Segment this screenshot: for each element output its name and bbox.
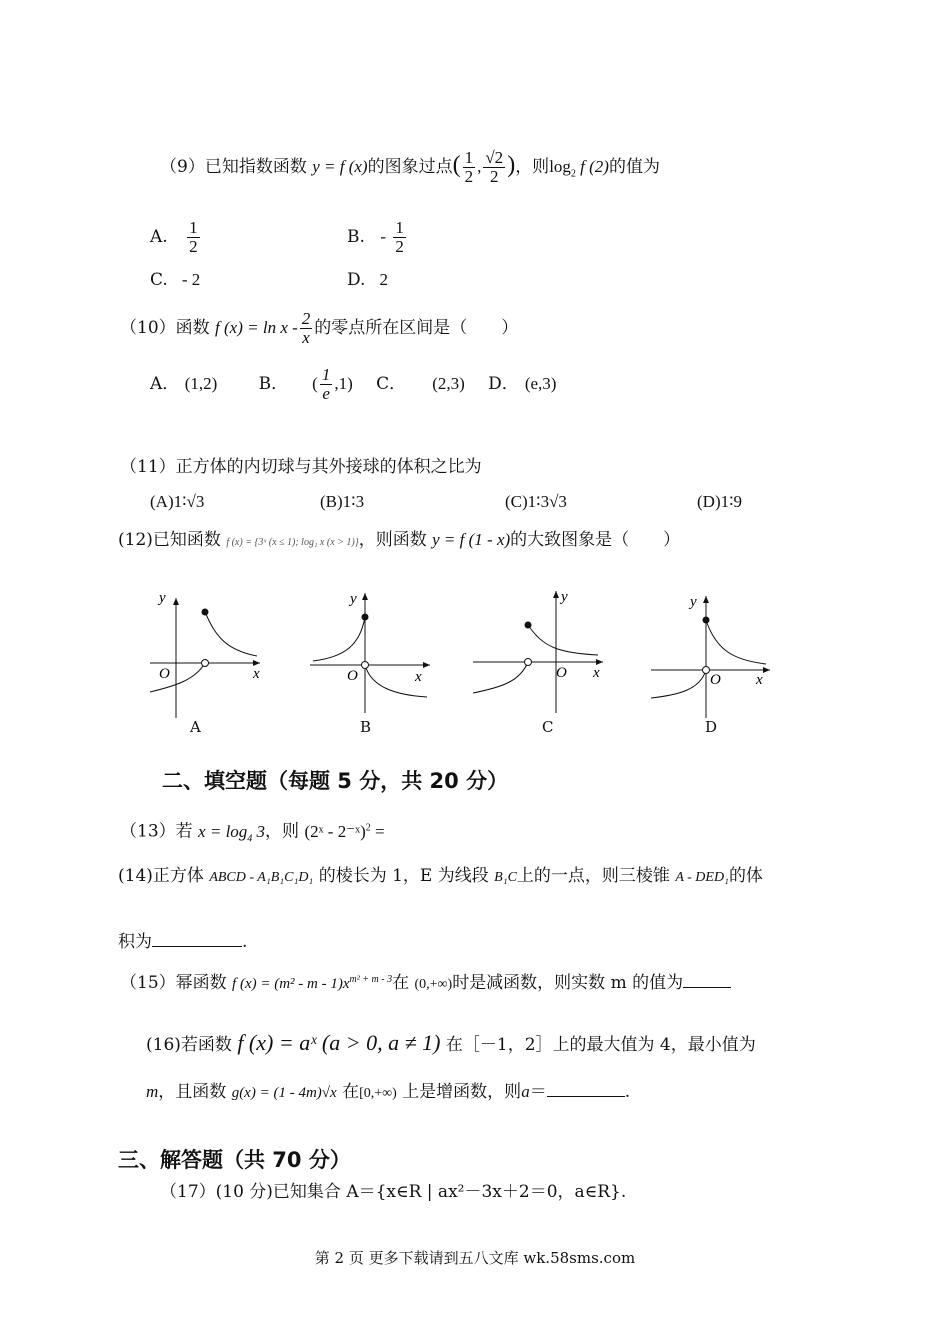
curve-right: [706, 620, 766, 664]
q12-graph-b-label: B: [360, 718, 372, 736]
q16-interval: [0,+∞): [359, 1086, 397, 1101]
q9-point-y: $\frac{√2}{2}$: [485, 148, 504, 186]
svg-text:y: y: [350, 591, 357, 607]
q9-option-a: A. $\frac{1}{2}$: [150, 218, 198, 256]
svg-text:O: O: [159, 666, 170, 682]
y-axis-arrow: [703, 596, 709, 603]
y-axis-arrow: [553, 591, 559, 598]
q9-text4: 的值为: [608, 157, 660, 177]
q12-graph-d-label: D: [705, 718, 718, 736]
q9-point-x: $\frac{1}{2}$: [464, 148, 474, 186]
q10-option-b: B． ( $\frac{1}{e}$ ,1): [258, 365, 353, 403]
q10-function: f (x) = ln x -: [215, 318, 298, 337]
q9-paren-close: ): [507, 152, 516, 178]
q9-function: y = f (x): [312, 157, 368, 176]
q9-text1: 已知指数函数: [204, 157, 307, 177]
q12-graph-a: [145, 590, 265, 720]
q11-option-c: (C)1∶3√3: [505, 492, 567, 511]
curve-right: [528, 625, 598, 655]
y-axis-arrow: [362, 593, 368, 600]
q12-graph-a-label: A: [190, 718, 201, 736]
q17-question: （17）(10 分)已知集合 A＝{x∈R | ax²－3x＋2＝0，a∈R}.: [160, 1182, 627, 1202]
curve-left: [651, 670, 706, 698]
q11-option-a: (A)1∶√3: [150, 492, 205, 511]
q16-line1: (16)若函数 f (x) = aˣ (a > 0, a ≠ 1) 在［－1，2］上的最大值为 4，最小值为: [146, 1030, 756, 1055]
q10-line: （10）函数 f (x) = ln x - $\frac{2}{x}$ 的零点所在区间是（ ）: [120, 309, 519, 347]
svg-text:x: x: [415, 669, 422, 685]
svg-text:O: O: [556, 665, 567, 681]
q11-question: （11）正方体的内切球与其外接球的体积之比为: [120, 457, 482, 477]
svg-text:O: O: [710, 672, 721, 688]
curve-left: [313, 617, 365, 661]
closed-dot: [362, 614, 369, 621]
closed-dot: [202, 609, 209, 616]
q15-function: f $(x) = (m^2 - m - 1)x^{m^2 + m - 3}$: [232, 974, 393, 992]
q12-function: y = f (1 - x): [432, 530, 511, 549]
q10-option-a: A． (1,2): [150, 374, 218, 394]
q9-text2: 的图象过点: [367, 157, 453, 177]
q14-cube: ABCD - A₁B₁C₁D₁: [209, 870, 314, 885]
q12-line: (12)已知函数 f (x) = {3ˣ (x ≤ 1); log₁ x (x > 1)}，则函数 y = f (1 - x)的大致图象是（ ）: [118, 530, 681, 550]
svg-text:y: y: [561, 589, 568, 605]
closed-dot: [525, 622, 532, 629]
q9-log: $\log_2 f$ (2): [549, 157, 609, 180]
q16-answer-blank[interactable]: [547, 1078, 625, 1097]
q12-piecewise: f (x) = {3ˣ (x ≤ 1); log₁ x (x > 1)}: [226, 537, 359, 548]
q12-graph-c: [468, 585, 608, 715]
q16-line2: m，且函数 g(x) = (1 - 4m)√x 在[0,+∞) 上是增函数，则a＝ .: [146, 1078, 630, 1106]
closed-dot: [703, 617, 710, 624]
svg-text:O: O: [347, 668, 358, 684]
q10-option-c: C． (2,3): [376, 374, 465, 394]
q12-graph-d: [648, 590, 778, 720]
svg-text:y: y: [159, 590, 166, 606]
x-axis-arrow: [763, 667, 770, 673]
q9-line: （9）已知指数函数 y = f (x)的图象过点( $\frac{1}{2}$ , $\frac{√2}{2}$ )，则$\log_2 f$ (2)的值为: [160, 148, 660, 186]
q12-graph-c-label: C: [542, 718, 554, 736]
q14-line: (14)正方体 ABCD - A₁B₁C₁D₁ 的棱长为 1，E 为线段 B₁C上的一点，则三棱锥 A - DED₁的体: [118, 866, 763, 886]
q9-option-b: B. - $\frac{1}{2}$: [347, 218, 404, 256]
section-3-title: 三、解答题（共 70 分）: [118, 1148, 351, 1172]
q9-paren-open: (: [452, 152, 461, 178]
q13-expression: (2ˣ - 2⁻ˣ)$^2$ =: [304, 821, 385, 841]
q9-option-c: C. - 2: [150, 270, 201, 290]
page-footer: 第 2 页 更多下载请到五八文库 wk.58sms.com: [314, 1249, 636, 1267]
section-2-title: 二、填空题（每题 5 分，共 20 分）: [162, 769, 509, 793]
svg-text:y: y: [690, 594, 697, 610]
x-axis-arrow: [423, 662, 430, 668]
q14-pyramid: A - DED₁: [675, 870, 729, 885]
open-dot: [703, 667, 710, 674]
curve-left: [473, 662, 528, 693]
svg-text:x: x: [593, 665, 600, 681]
q11-option-b: (B)1∶3: [320, 492, 365, 511]
q14-line2: 积为 .: [118, 928, 247, 954]
q10-option-d: D． (e,3): [488, 374, 557, 394]
q12-graph-b: [305, 585, 435, 715]
q11-option-d: (D)1∶9: [697, 492, 743, 511]
q9-option-d: D. 2: [347, 270, 388, 290]
open-dot: [362, 662, 369, 669]
y-axis-arrow: [173, 598, 179, 605]
q14-segment: B₁C: [494, 870, 517, 885]
q9-text3: ，则: [515, 157, 550, 177]
q15-line: （15）幂函数 f $(x) = (m^2 - m - 1)x^{m^2 + m - 3}$在 (0,+∞)时是减函数，则实数 m 的值为: [120, 962, 731, 998]
open-dot: [525, 659, 532, 666]
q16-function: f (x) = aˣ (a > 0, a ≠ 1): [237, 1030, 441, 1055]
open-dot: [202, 660, 209, 667]
q9-number: （9）: [160, 157, 205, 177]
svg-text:x: x: [253, 666, 260, 682]
q10-options: [150, 360, 556, 408]
q13-line: （13）若 $x = \log_4 3$，则 (2ˣ - 2⁻ˣ)$^2$ =: [120, 821, 385, 845]
q14-answer-blank[interactable]: [152, 928, 242, 947]
curve-right: [205, 612, 257, 656]
q16-g-function: g(x) = (1 - 4m)√x: [231, 1085, 337, 1101]
q13-x-def: $x = \log_4 3$: [198, 821, 266, 845]
q15-interval: (0,+∞): [414, 977, 453, 992]
svg-text:x: x: [756, 672, 763, 688]
q15-answer-blank[interactable]: [683, 969, 731, 988]
